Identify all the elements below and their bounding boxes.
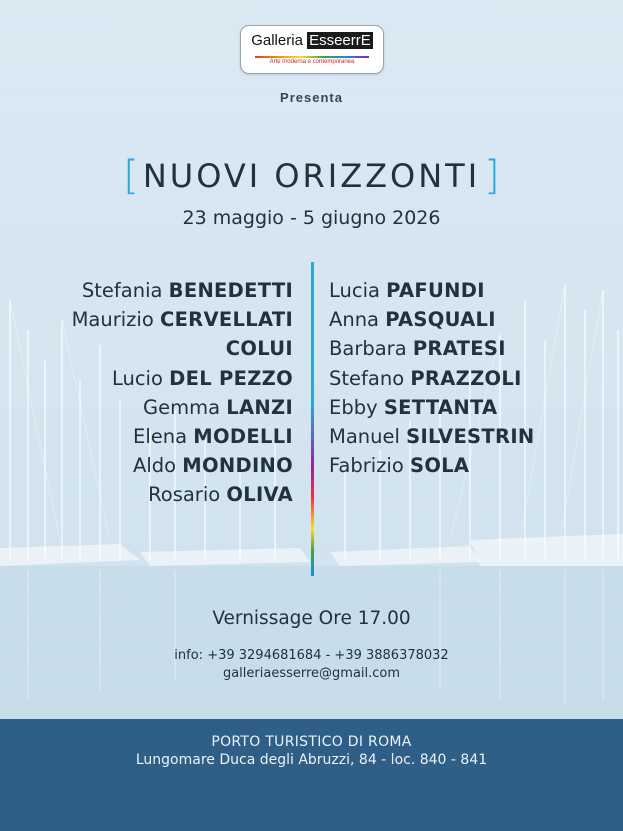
title-text: NUOVI ORIZZONTI [142,157,481,195]
artist-item: Rosario OLIVA [148,483,293,507]
logo-name-part1: Galleria [251,32,308,49]
logo-name-part2: EsseerrE [309,32,371,49]
contact-phones: info: +39 3294681684 - +39 3886378032 [174,648,449,663]
title-bracket-close: ] [484,153,500,199]
artist-item: COLUI [225,337,293,361]
venue-footer [0,719,623,831]
artist-item: Stefano PRAZZOLI [329,366,522,390]
vernissage-time: Vernissage Ore 17.00 [212,608,411,629]
artist-item: Aldo MONDINO [132,454,293,478]
artist-item: Gemma LANZI [143,395,293,419]
artist-item: Fabrizio SOLA [329,454,470,478]
exhibition-title [0,153,623,199]
artist-item: Maurizio CERVELLATI [71,308,293,332]
artist-item: Lucia PAFUNDI [329,279,485,302]
logo-subtitle: Arte moderna e contemporanea [269,59,355,65]
contact-email[interactable]: galleriaesserre@gmail.com [222,666,401,681]
logo-rainbow-bar [255,56,369,58]
title-bracket-open: [ [123,153,139,199]
artist-item: Anna PASQUALI [329,308,496,332]
rainbow-divider [311,262,314,576]
artist-item: Stefania BENEDETTI [81,279,293,302]
artist-item: Elena MODELLI [133,424,293,448]
artist-item: Manuel SILVESTRIN [329,424,535,448]
logo-wordmark [241,32,383,49]
artists-list-right [329,276,535,480]
artist-item: Ebby SETTANTA [329,395,498,419]
gallery-logo [240,25,384,74]
venue-address: Lungomare Duca degli Abruzzi, 84 - loc. 840 - 841 [135,752,488,768]
artist-item: Barbara PRATESI [329,337,506,361]
presenta-label: Presenta [280,90,343,105]
artist-item: Lucio DEL PEZZO [111,366,293,390]
artists-list-left [72,276,293,510]
exhibition-dates: 23 maggio - 5 giugno 2026 [182,207,441,229]
venue-name: PORTO TURISTICO DI ROMA [211,734,412,750]
